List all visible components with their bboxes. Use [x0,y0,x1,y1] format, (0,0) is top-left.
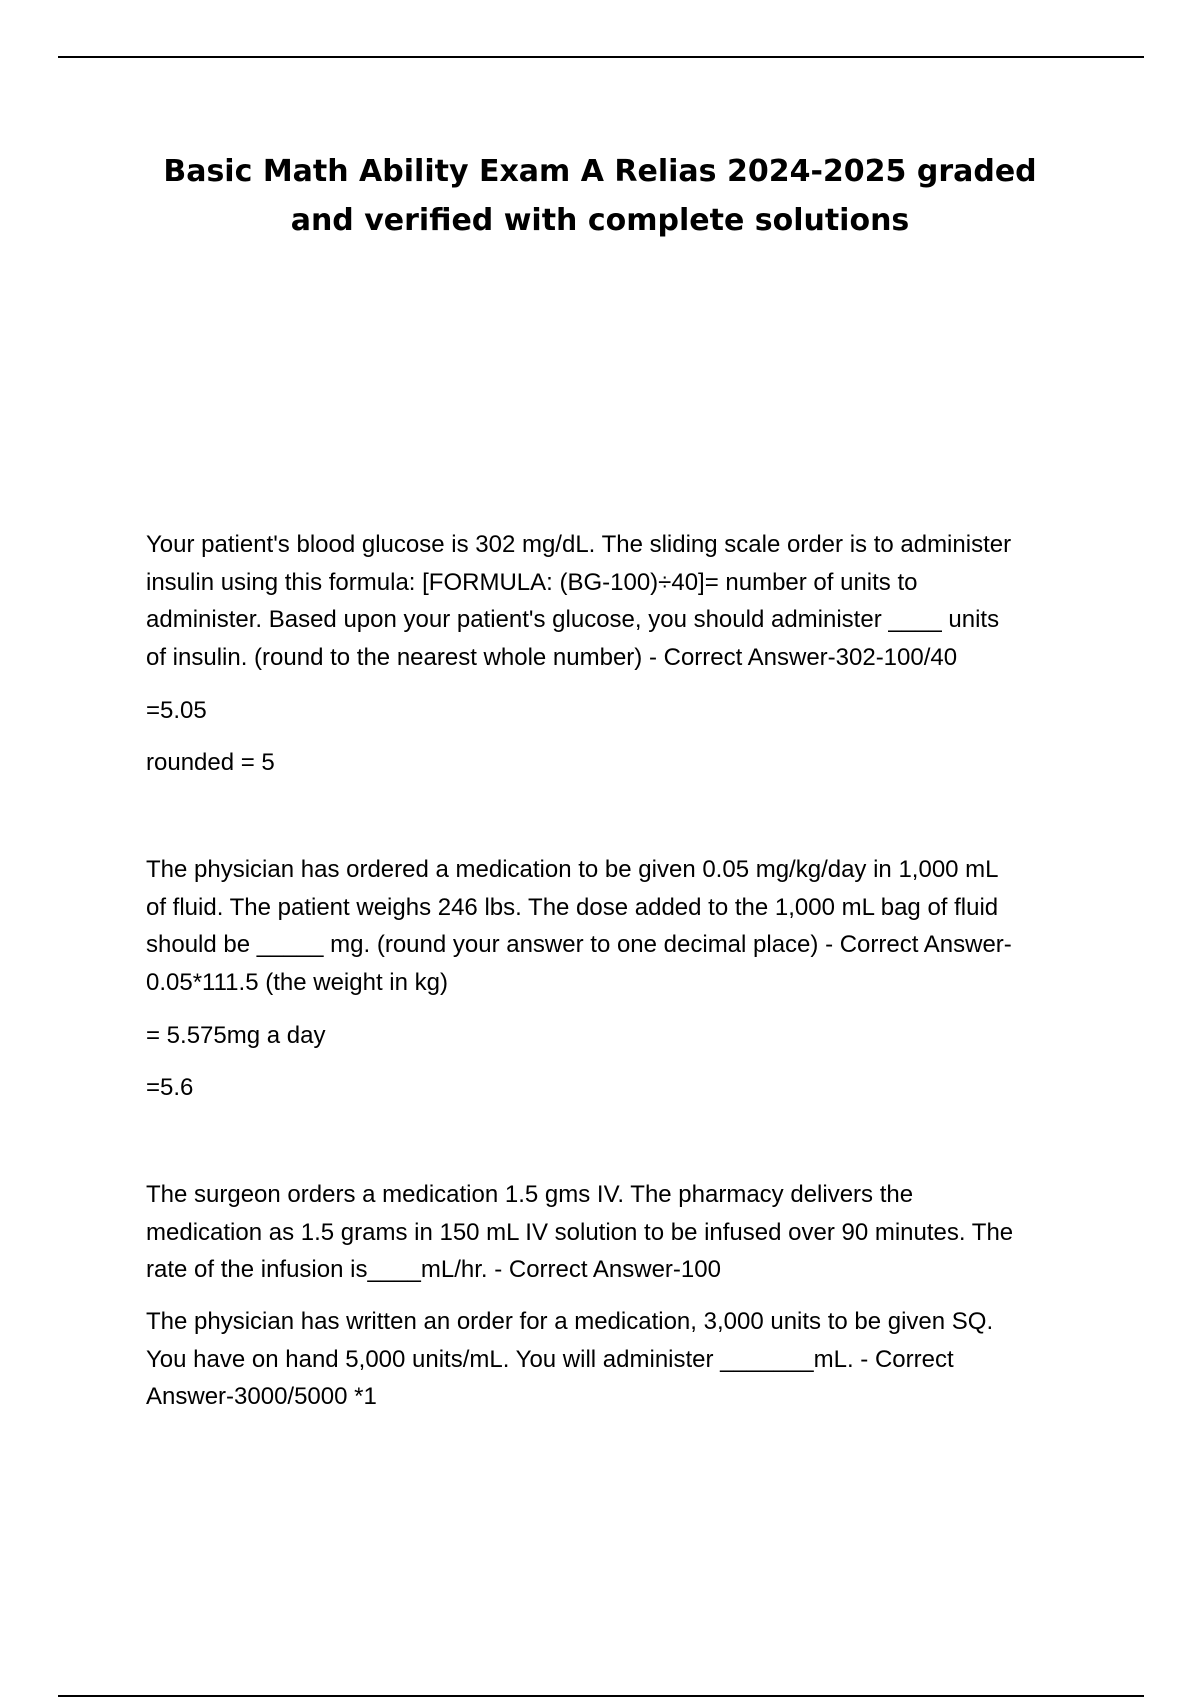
question-line: 0.05*111.5 (the weight in kg) [146,968,448,996]
question-4-text [146,1303,1081,1416]
question-1-text [146,526,1081,676]
bottom-rule [58,1695,1144,1697]
question-line: of insulin. (round to the nearest whole number) - Correct Answer-302-100/40 [146,643,958,671]
question-2-text [146,851,1081,1001]
question-line: The physician has written an order for a medication, 3,000 units to be given SQ. [146,1308,994,1335]
question-line: The physician has ordered a medication to be given 0.05 mg/kg/day in 1,000 mL [146,856,999,883]
question-line: rate of the infusion is____mL/hr. - Correct Answer-100 [146,1256,721,1283]
question-line: administer. Based upon your patient's glucose, you should administer ____ units [146,606,1000,633]
title-line: Basic Math Ability Exam A Relias 2024-2025 graded [163,154,1037,189]
question-1-work-line: rounded = 5 [146,749,275,776]
question-line: of fluid. The patient weighs 246 lbs. The dose added to the 1,000 mL bag of fluid [146,893,999,921]
question-line: should be _____ mg. (round your answer to one decimal place) - Correct Answer- [146,931,1012,958]
question-line: medication as 1.5 grams in 150 mL IV solution to be infused over 90 minutes. The [146,1218,1014,1246]
title-line: and verified with complete solutions [290,203,910,238]
question-3-text [146,1176,1081,1289]
question-line: Answer-3000/5000 *1 [146,1383,377,1410]
question-1-work-line: =5.05 [146,697,207,724]
page-title [100,147,1100,245]
question-line: insulin using this formula: [FORMULA: (BG-100)÷40]= number of units to [146,568,918,596]
question-2-work-line: = 5.575mg a day [146,1022,326,1049]
question-line: You have on hand 5,000 units/mL. You will administer _______mL. - Correct [146,1345,954,1373]
question-2-work-line: =5.6 [146,1074,194,1101]
top-rule [58,56,1144,58]
question-line: The surgeon orders a medication 1.5 gms IV. The pharmacy delivers the [146,1181,914,1208]
question-line: Your patient's blood glucose is 302 mg/dL. The sliding scale order is to administer [146,531,1012,558]
